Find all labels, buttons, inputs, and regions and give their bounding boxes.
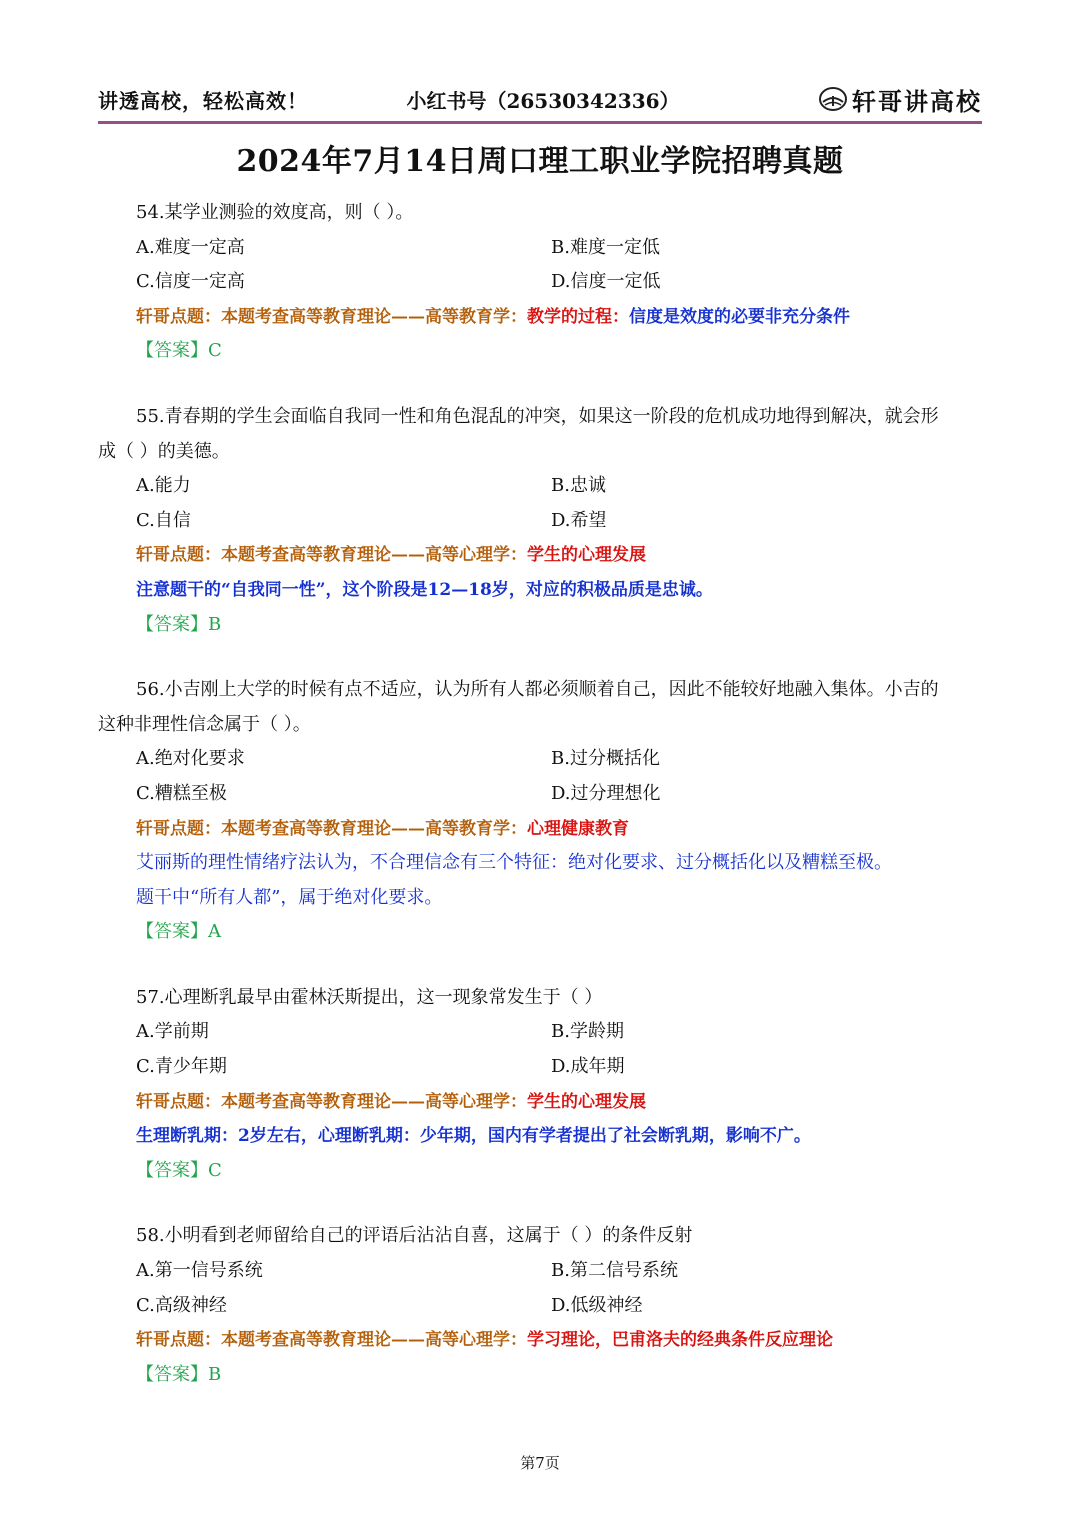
- page-header: [98, 78, 982, 120]
- question-stem: 56.小吉刚上大学的时候有点不适应，认为所有人都必须顺着自己，因此不能较好地融入集体。小吉的: [136, 679, 939, 701]
- explanation-text: 注意题干的“自我同一性”，这个阶段是12—18岁，对应的积极品质是忠诚。: [136, 579, 713, 600]
- header-xiaohongshu-id: 小红书号（26530342336）: [406, 88, 680, 113]
- option-a: A.第一信号系统: [136, 1260, 263, 1282]
- options-row: [98, 231, 980, 266]
- option-d: D.希望: [551, 509, 607, 531]
- page-number: 第7页: [520, 1454, 560, 1472]
- options-row: [98, 1050, 980, 1085]
- option-d: D.过分理想化: [551, 782, 661, 804]
- option-a: A.学前期: [136, 1021, 209, 1043]
- option-b: B.忠诚: [551, 475, 606, 497]
- options-row: [98, 1015, 980, 1050]
- brand-name: 轩哥讲高校: [851, 86, 982, 116]
- question-stem: 54.某学业测验的效度高，则（ ）。: [136, 202, 414, 223]
- tutor-note: [98, 538, 980, 573]
- brand-logo: [818, 82, 982, 117]
- question-list: [98, 196, 980, 1423]
- note-topic: 学习理论，巴甫洛夫的经典条件反应理论: [527, 1330, 833, 1351]
- header-divider: [98, 121, 982, 124]
- option-c: C.糟糕至极: [136, 782, 227, 804]
- note-prefix: 轩哥点题：本题考查高等教育理论——高等教育学：: [136, 306, 527, 327]
- note-topic: 学生的心理发展: [527, 545, 646, 566]
- option-c: C.自信: [136, 509, 191, 531]
- question-stem: 成（ ）的美德。: [98, 440, 230, 462]
- answer-key: 【答案】B: [136, 1363, 222, 1385]
- option-c: C.信度一定高: [136, 271, 245, 293]
- question-block: [98, 1219, 980, 1392]
- option-d: D.低级神经: [551, 1294, 643, 1316]
- options-row: [98, 265, 980, 300]
- explanation-text: 题干中“所有人都”，属于绝对化要求。: [136, 886, 443, 908]
- options-row: [98, 777, 980, 812]
- option-b: B.学龄期: [551, 1021, 624, 1043]
- options-row: [98, 504, 980, 539]
- option-c: C.高级神经: [136, 1294, 227, 1316]
- tutor-note: [98, 300, 980, 335]
- header-slogan: 讲透高校，轻松高效！: [98, 88, 308, 113]
- answer-key: 【答案】B: [136, 613, 222, 635]
- option-a: A.能力: [136, 475, 191, 497]
- options-row: [98, 469, 980, 504]
- note-extra: 信度是效度的必要非充分条件: [629, 306, 850, 327]
- page-title: 2024年7月14日周口理工职业学院招聘真题: [236, 144, 844, 179]
- book-logo-icon: [818, 86, 848, 112]
- tutor-note: [98, 1323, 980, 1358]
- question-block: [98, 673, 980, 950]
- option-a: A.难度一定高: [136, 236, 245, 258]
- question-block: [98, 400, 980, 642]
- question-block: [98, 196, 980, 369]
- answer-key: 【答案】C: [136, 1159, 222, 1181]
- note-topic: 学生的心理发展: [527, 1091, 646, 1112]
- question-stem: 这种非理性信念属于（ ）。: [98, 713, 311, 735]
- option-b: B.难度一定低: [551, 236, 660, 258]
- option-a: A.绝对化要求: [136, 748, 245, 770]
- option-c: C.青少年期: [136, 1056, 227, 1078]
- options-row: [98, 742, 980, 777]
- explanation-text: 生理断乳期：2岁左右，心理断乳期：少年期，国内有学者提出了社会断乳期，影响不广。: [136, 1126, 811, 1147]
- option-b: B.第二信号系统: [551, 1260, 678, 1282]
- options-row: [98, 1254, 980, 1289]
- question-stem: 55.青春期的学生会面临自我同一性和角色混乱的冲突，如果这一阶段的危机成功地得到解决，就会形: [136, 405, 939, 427]
- note-prefix: 轩哥点题：本题考查高等教育理论——高等教育学：: [136, 818, 527, 839]
- explanation-text: 艾丽斯的理性情绪疗法认为，不合理信念有三个特征：绝对化要求、过分概括化以及糟糕至极。: [136, 852, 892, 874]
- options-row: [98, 1289, 980, 1324]
- question-stem: 57.心理断乳最早由霍林沃斯提出，这一现象常发生于（ ）: [136, 986, 603, 1008]
- tutor-note: [98, 1085, 980, 1120]
- option-b: B.过分概括化: [551, 748, 660, 770]
- note-topic: 心理健康教育: [527, 818, 629, 839]
- note-prefix: 轩哥点题：本题考查高等教育理论——高等心理学：: [136, 1091, 527, 1112]
- question-block: [98, 981, 980, 1189]
- answer-key: 【答案】A: [136, 921, 221, 943]
- answer-key: 【答案】C: [136, 340, 222, 362]
- tutor-note: [98, 812, 980, 847]
- option-d: D.成年期: [551, 1056, 625, 1078]
- question-stem: 58.小明看到老师留给自己的评语后沾沾自喜，这属于（ ）的条件反射: [136, 1225, 693, 1247]
- note-topic: 教学的过程：: [527, 306, 629, 327]
- option-d: D.信度一定低: [551, 271, 661, 293]
- note-prefix: 轩哥点题：本题考查高等教育理论——高等心理学：: [136, 1330, 527, 1351]
- note-prefix: 轩哥点题：本题考查高等教育理论——高等心理学：: [136, 545, 527, 566]
